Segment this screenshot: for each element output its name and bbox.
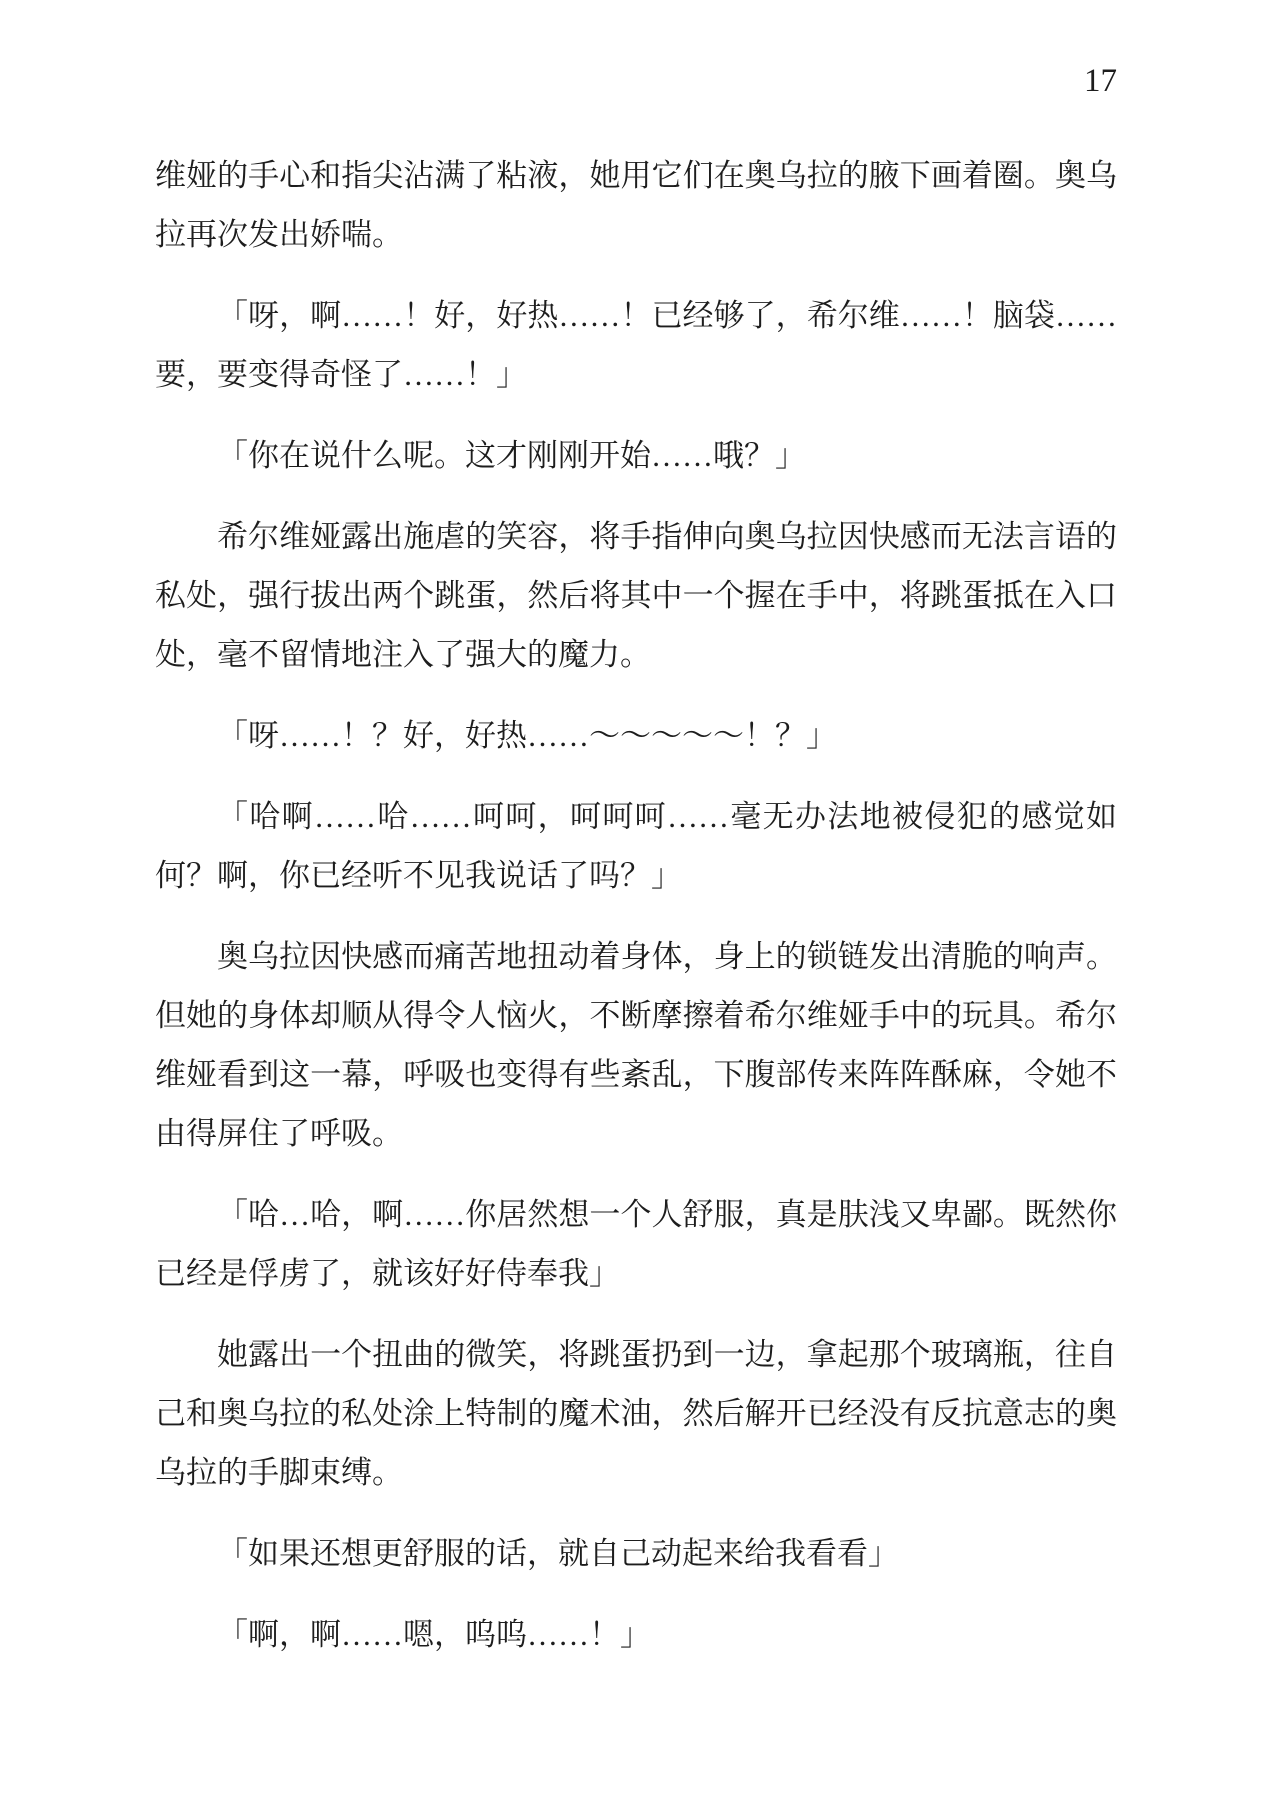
dialogue-paragraph: 「啊，啊……嗯，呜呜……！」 — [217, 1617, 651, 1652]
page-number: 17 — [1084, 63, 1117, 99]
dialogue-paragraph: 「哈啊……哈……呵呵，呵呵呵……毫无办法地被侵犯的感觉如何？啊，你已经听不见我说话了吗？」 — [155, 799, 1117, 893]
dialogue-paragraph: 「你在说什么呢。这才刚刚开始……哦？」 — [217, 438, 806, 473]
text-paragraph: 维娅的手心和指尖沾满了粘液，她用它们在奥乌拉的腋下画着圈。奥乌拉再次发出娇喘。 — [155, 158, 1117, 252]
dialogue-paragraph: 「呀，啊……！好，好热……！已经够了，希尔维……！脑袋……要，要变得奇怪了……！」 — [155, 298, 1117, 392]
text-paragraph: 她露出一个扭曲的微笑，将跳蛋扔到一边，拿起那个玻璃瓶，往自己和奥乌拉的私处涂上特制的魔术油，然后解开已经没有反抗意志的奥乌拉的手脚束缚。 — [155, 1337, 1117, 1490]
dialogue-paragraph: 「如果还想更舒服的话，就自己动起来给我看看」 — [217, 1536, 899, 1571]
text-paragraph: 奥乌拉因快感而痛苦地扭动着身体，身上的锁链发出清脆的响声。但她的身体却顺从得令人恼火，不断摩擦着希尔维娅手中的玩具。希尔维娅看到这一幕，呼吸也变得有些紊乱，下腹部传来阵阵酥麻，令她不由得屏住了呼吸。 — [155, 939, 1117, 1151]
page-body-text — [155, 146, 1117, 1664]
text-paragraph: 希尔维娅露出施虐的笑容，将手指伸向奥乌拉因快感而无法言语的私处，强行拔出两个跳蛋，然后将其中一个握在手中，将跳蛋抵在入口处，毫不留情地注入了强大的魔力。 — [155, 519, 1117, 672]
dialogue-paragraph: 「哈…哈，啊……你居然想一个人舒服，真是肤浅又卑鄙。既然你已经是俘虏了，就该好好侍奉我」 — [155, 1197, 1117, 1291]
dialogue-paragraph: 「呀……！？好，好热……～～～～～！？」 — [217, 718, 837, 753]
